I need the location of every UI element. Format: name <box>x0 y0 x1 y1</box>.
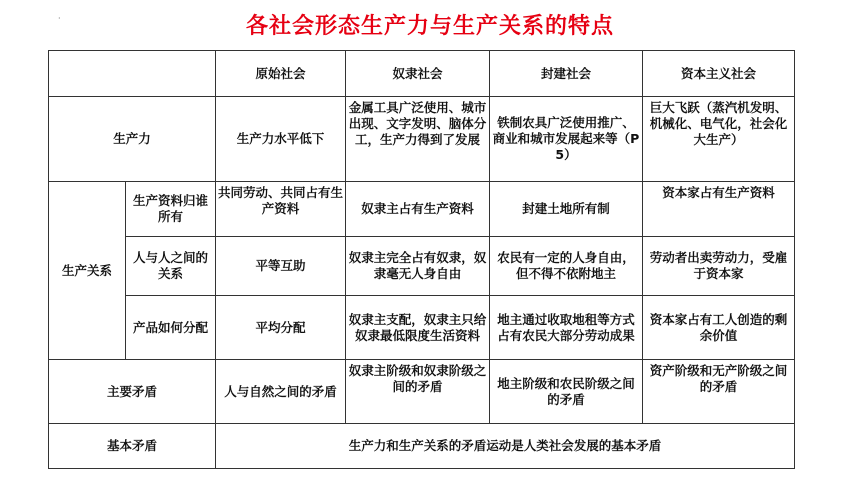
header-slave: 奴隶社会 <box>346 51 490 97</box>
basic-contradiction-row <box>49 424 795 469</box>
header-primitive: 原始社会 <box>216 51 346 97</box>
interpersonal-primitive: 平等互助 <box>216 237 346 296</box>
distribution-row <box>49 296 795 360</box>
productivity-capitalist: 巨大飞跃（蒸汽机发明、机械化、电气化，社会化大生产） <box>643 97 795 182</box>
society-comparison-table <box>48 50 795 469</box>
basic-contradiction-text: 生产力和生产关系的矛盾运动是人类社会发展的基本矛盾 <box>216 424 795 469</box>
ownership-feudal: 封建土地所有制 <box>490 182 643 237</box>
distribution-capitalist: 资本家占有工人创造的剩余价值 <box>643 296 795 360</box>
page-title: 各社会形态生产力与生产关系的特点 <box>245 14 614 39</box>
productivity-row <box>49 97 795 182</box>
interpersonal-slave: 奴隶主完全占有奴隶，奴隶毫无人身自由 <box>346 237 490 296</box>
distribution-feudal: 地主通过收取地租等方式占有农民大部分劳动成果 <box>490 296 643 360</box>
main-contradiction-row <box>49 360 795 424</box>
main-contradiction-feudal: 地主阶级和农民阶级之间的矛盾 <box>490 360 643 424</box>
distribution-label: 产品如何分配 <box>126 296 216 360</box>
header-corner <box>49 51 216 97</box>
basic-contradiction-label: 基本矛盾 <box>49 424 216 469</box>
header-row <box>49 51 795 97</box>
productivity-slave: 金属工具广泛使用、城市出现、文字发明、脑体分工，生产力得到了发展 <box>346 97 490 182</box>
distribution-slave: 奴隶主支配，奴隶主只给奴隶最低限度生活资料 <box>346 296 490 360</box>
productivity-feudal: 铁制农具广泛使用推广、商业和城市发展起来等（P5） <box>490 97 643 182</box>
ownership-slave: 奴隶主占有生产资料 <box>346 182 490 237</box>
ownership-label: 生产资料归谁所有 <box>126 182 216 237</box>
productivity-primitive: 生产力水平低下 <box>216 97 346 182</box>
main-contradiction-label: 主要矛盾 <box>49 360 216 424</box>
ownership-primitive: 共同劳动、共同占有生产资料 <box>216 182 346 237</box>
interpersonal-feudal: 农民有一定的人身自由，但不得不依附地主 <box>490 237 643 296</box>
decorative-dot: · <box>58 14 61 23</box>
interpersonal-label: 人与人之间的关系 <box>126 237 216 296</box>
interpersonal-capitalist: 劳动者出卖劳动力，受雇于资本家 <box>643 237 795 296</box>
header-feudal: 封建社会 <box>490 51 643 97</box>
main-contradiction-slave: 奴隶主阶级和奴隶阶级之间的矛盾 <box>346 360 490 424</box>
main-contradiction-primitive: 人与自然之间的矛盾 <box>216 360 346 424</box>
header-capitalist: 资本主义社会 <box>643 51 795 97</box>
interpersonal-row <box>49 237 795 296</box>
productivity-label: 生产力 <box>49 97 216 182</box>
ownership-row <box>49 182 795 237</box>
distribution-primitive: 平均分配 <box>216 296 346 360</box>
relations-label: 生产关系 <box>49 182 126 360</box>
main-contradiction-capitalist: 资产阶级和无产阶级之间的矛盾 <box>643 360 795 424</box>
ownership-capitalist: 资本家占有生产资料 <box>643 182 795 237</box>
